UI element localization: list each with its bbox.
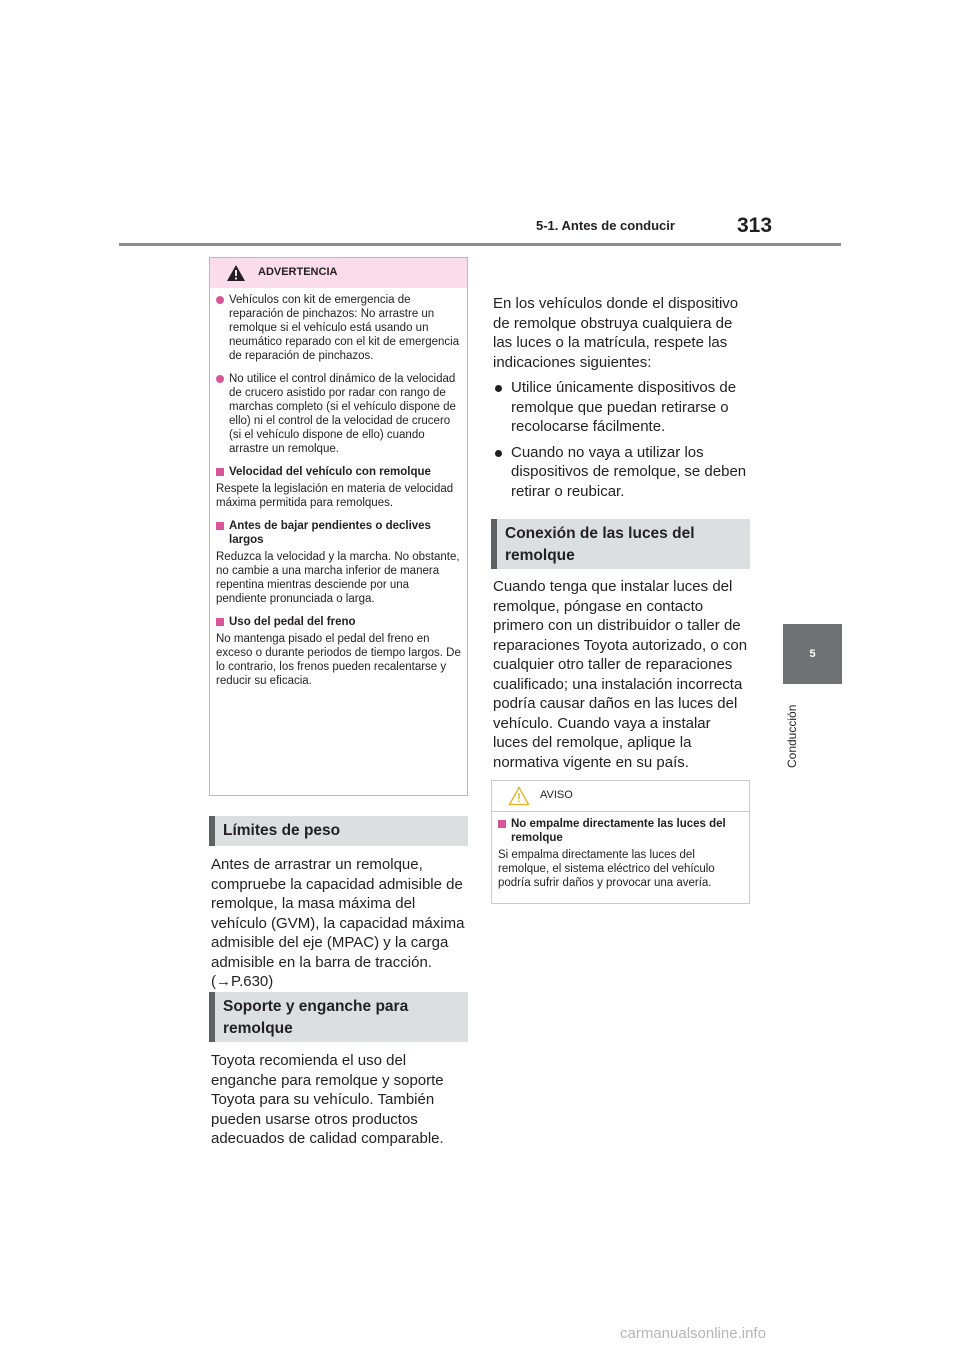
bullet-dot-icon: [495, 385, 502, 392]
notice-text: Si empalma directamente las luces del remolque, el sistema eléctrico del vehículo podría sufrir daños y provocar una avería.: [498, 849, 715, 889]
square-bullet-icon: [216, 468, 224, 476]
notice-header: [492, 781, 749, 812]
chapter-tab: [783, 624, 842, 684]
square-bullet-icon: [498, 820, 506, 828]
support-text-2: [493, 294, 749, 501]
notice-title: AVISO: [540, 789, 573, 801]
bullet-dot-icon: [216, 375, 224, 383]
list-item: Utilice únicamente dispositivos de remolque que puedan retirarse o recolocarse fácilmente.: [493, 378, 749, 437]
warning-triangle-icon: [226, 264, 246, 282]
warning-body: [210, 288, 467, 688]
warning-header: [210, 258, 467, 288]
lights-text: Cuando tenga que instalar luces del remolque, póngase en contacto primero con un distribuidor o taller de reparaciones Toyota autorizado, o con cualquier otro taller de reparaciones cualificado; una instalación incorrecta podría causar daños en las luces del vehículo. Cuando vaya a instalar luces del remolque, aplique la normativa vigente en su país.: [493, 578, 748, 771]
notice-box: [491, 780, 750, 904]
header-rule: [119, 243, 841, 246]
bullet-dot-icon: [216, 296, 224, 304]
square-bullet-icon: [216, 618, 224, 626]
warning-bullet: No utilice el control dinámico de la velocidad de crucero asistido por radar con rango de marchas completo (si el vehículo dispone de ello) ni el control de la velocidad de crucero (si el vehículo dispone de ello) cuando arrastre un remolque.: [216, 372, 461, 456]
chapter-label: [785, 696, 801, 768]
page-number: 313: [737, 214, 773, 237]
bullet-dot-icon: [495, 450, 502, 457]
square-bullet-icon: [216, 522, 224, 530]
limits-text: Antes de arrastrar un remolque, compruebe la capacidad admisible de remolque, la masa máxima del vehículo (GVM), la capacidad máxima admisible del eje (MPAC) y la carga admisible en la barra de tracción. (→P.630): [211, 856, 465, 990]
warning-bullet: Vehículos con kit de emergencia de reparación de pinchazos: No arrastre un remolque si el vehículo está usando un neumático reparado con el kit de emergencia de reparación de pinchazos.: [216, 293, 461, 363]
support-paragraph: En los vehículos donde el dispositivo de remolque obstruya cualquiera de las luces o la matrícula, respete las indicaciones siguientes:: [493, 295, 739, 371]
section-title: 5-1. Antes de conducir: [536, 218, 675, 233]
notice-body: [492, 812, 749, 890]
warning-subheading: Uso del pedal del freno: [216, 615, 461, 629]
support-text: Toyota recomienda el uso del enganche para remolque y soporte Toyota para su vehículo. También pueden usarse otros productos adecuados de calidad comparable.: [211, 1052, 444, 1147]
warning-subtext: No mantenga pisado el pedal del freno en exceso o durante periodos de tiempo largos. De lo contrario, los frenos pueden recalentarse y reducir su eficacia.: [216, 633, 461, 687]
warning-subheading: Velocidad del vehículo con remolque: [216, 465, 461, 479]
chapter-number: 5: [809, 648, 816, 660]
section-heading-support: Soporte y enganche para remolque: [209, 992, 468, 1042]
section-heading-lights: Conexión de las luces del remolque: [491, 519, 750, 569]
section-heading-limits: Límites de peso: [209, 816, 468, 846]
watermark: carmanualsonline.info: [620, 1325, 766, 1342]
list-item: Cuando no vaya a utilizar los dispositivos de remolque, se deben retirar o reubicar.: [493, 443, 749, 502]
chapter-title: Conducción: [785, 704, 799, 768]
warning-title: ADVERTENCIA: [258, 266, 338, 278]
warning-subheading: Antes de bajar pendientes o declives largos: [216, 519, 461, 547]
warning-box: [209, 257, 468, 796]
warning-subtext: Respete la legislación en materia de velocidad máxima permitida para remolques.: [216, 483, 454, 509]
warning-subtext: Reduzca la velocidad y la marcha. No obstante, no cambie a una marcha inferior de manera repentina mientras desciende por una pendiente pronunciada o larga.: [216, 551, 460, 605]
notice-subheading: No empalme directamente las luces del remolque: [498, 817, 743, 845]
caution-triangle-icon: [508, 786, 530, 806]
